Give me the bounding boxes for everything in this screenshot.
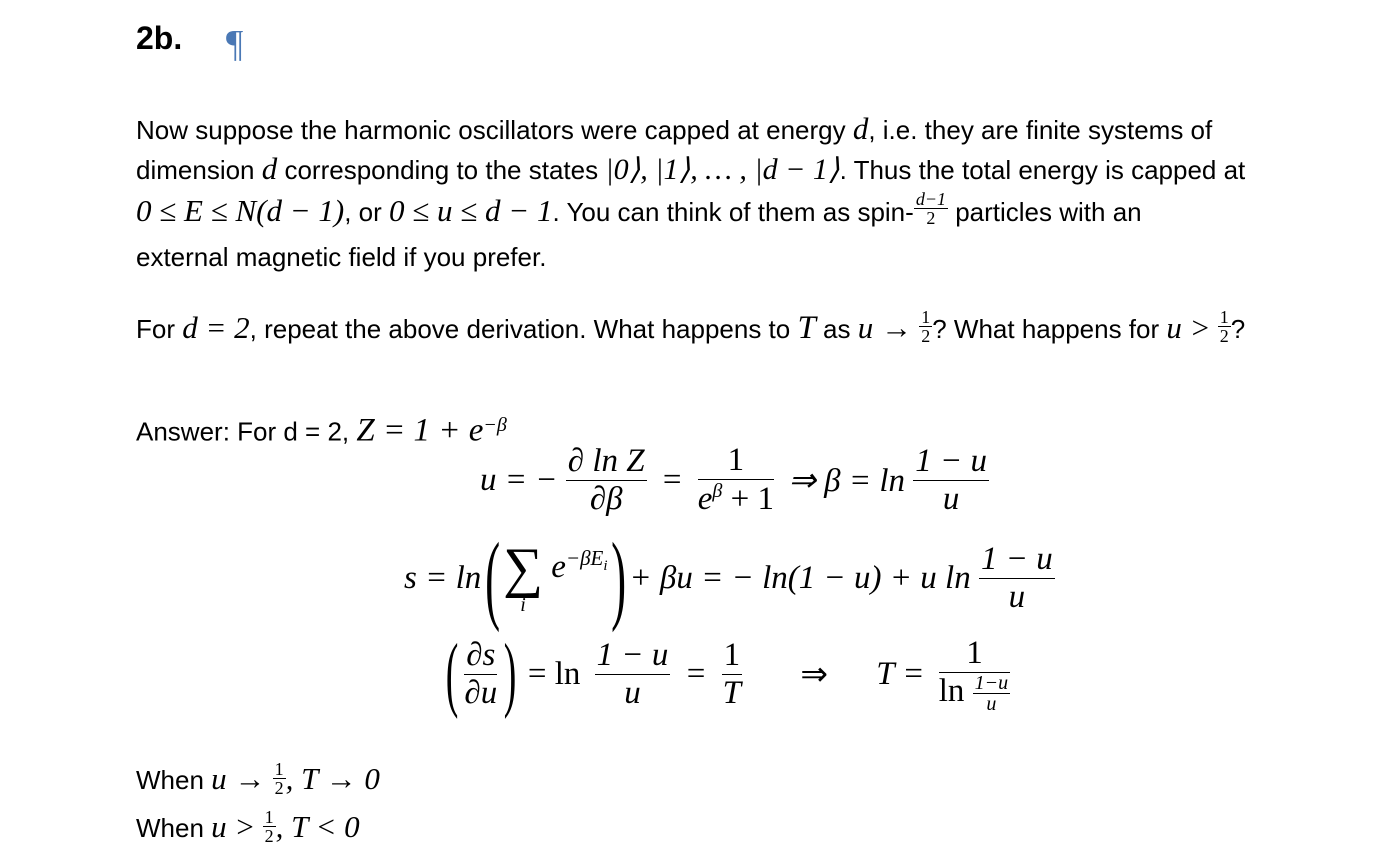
conclusion-1: When u → $\frac{1}{2}$ , T → 0 bbox=[136, 758, 380, 798]
section-heading: 2b. bbox=[136, 20, 183, 56]
intro-line-2: dimension d corresponding to the states |0⟩, |1⟩, … , |d − 1⟩. Thus the total energy is capped at bbox=[136, 151, 1246, 186]
intro-line-1: Now suppose the harmonic oscillators were capped at energy d, i.e. they are finite systems of bbox=[136, 111, 1213, 146]
question-line: For d = 2, repeat the above derivation. What happens to T as u → $\frac{1}{2}$ ? What happens for u > $\frac{1}{2}$ ? bbox=[136, 306, 1246, 346]
equation-1: u = − $\frac{\text{∂ ln Z}}{\partial\beta}$ = $\frac{1}{e^\beta + 1}$ ⇒ β = ln $\frac{1 - u}{u}$ bbox=[480, 442, 988, 517]
intro-line-4: external magnetic field if you prefer. bbox=[136, 242, 547, 272]
intro-line-3: 0 ≤ E ≤ N(d − 1), or 0 ≤ u ≤ d − 1. You can think of them as spin- $\frac{d-1}{2}$ particles with an bbox=[136, 188, 1142, 228]
equation-2: s = ln ( ∑ i $e^{-\beta E_i}$ ) + βu = − ln(1 − u) + u ln $\frac{1 - u}{u}$ bbox=[404, 522, 1053, 633]
conclusion-2: When u > $\frac{1}{2}$ , T < 0 bbox=[136, 806, 360, 846]
pilcrow-icon[interactable]: ¶ bbox=[226, 23, 244, 65]
equation-3: ( $\frac{\partial s}{\partial u}$ ) = ln $\frac{1 - u}{u}$ = $\frac{1}{T}$ ⇒ T = 1 ln $\frac{1-u}{u}$ bbox=[445, 627, 1009, 720]
answer-lead: Answer: For d = 2, $Z = 1 + e^{-\beta}$ bbox=[136, 412, 507, 449]
